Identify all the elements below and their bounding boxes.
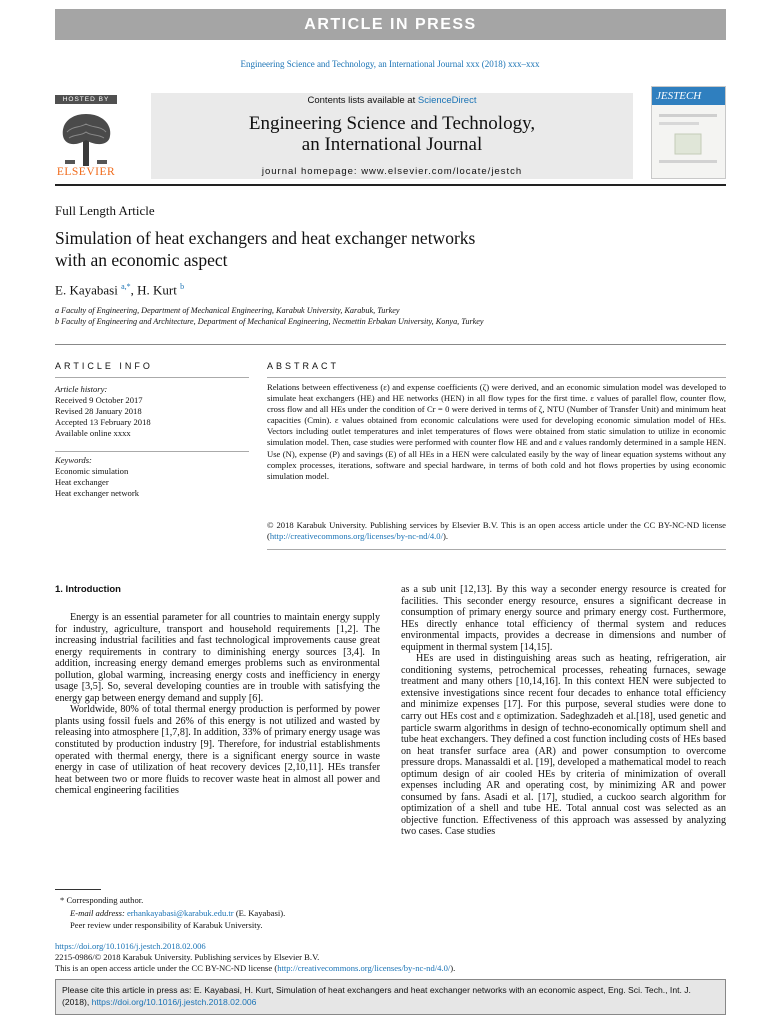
author1-affiliation-marker[interactable]: a,* [121, 282, 131, 291]
journal-homepage[interactable]: journal homepage: www.elsevier.com/locate/jestch [261, 166, 523, 177]
history-label: Article history: [55, 384, 108, 394]
article-title [55, 227, 575, 271]
oa-prefix: This is an open access article under the CC BY-NC-ND license ( [55, 963, 278, 973]
hosted-by-label: HOSTED BY [55, 95, 117, 104]
affiliation-b: b Faculty of Engineering and Architecture, Department of Mechanical Engineering, Necmettin Erbakan University, Konya, Turkey [55, 317, 484, 326]
history-accepted: Accepted 13 February 2018 [55, 417, 151, 427]
author-separator-kurt[interactable]: , H. Kurt [130, 282, 177, 298]
article-type: Full Length Article [55, 203, 155, 218]
journal-title-line2: an International Journal [301, 134, 483, 155]
article-info-heading: ARTICLE INFO [55, 361, 153, 371]
peer-review-note: Peer review under responsibility of Karabuk University. [70, 920, 263, 930]
email-link[interactable]: erhankayabasi@karabuk.edu.tr [126, 907, 234, 918]
masthead-rule [55, 184, 726, 186]
body-column-right [401, 584, 726, 838]
journal-title [151, 113, 633, 155]
article-title-line2: with an economic aspect [55, 250, 228, 270]
journal-title-line1: Engineering Science and Technology, [248, 113, 536, 134]
license-link[interactable]: http://creativecommons.org/licenses/by-nc-nd/4.0/ [269, 531, 443, 542]
abstract-text: Relations between effectiveness (ε) and expense coefficients (ζ) were derived, and an economic simulation model was developed to simulate heat exchangers (HE) and HE networks (HEN) in all flow types for the first time. ε values of parallel flow, counter flow, cross flow and all HEs under the condition of Cr = 0 were derived in terms of ζ, NTU (Number of Transfer Unit) and minimum heat capacities (Cmin). ε values obtained from economic calculations were used for developing economic simulation model of HEs. Vectors including outlet temperatures and inlet temperatures of flows were obtained from static simulation to utilize in economic simulation model. Then, case studies were performed with counter flow HE and and ε values randomly determined in a sample HEN. Use (N), expense (P) and savings (E) of all HEs in a HEN were calculated easily by the way of linear equation systems without any complex processes, iterations, software and special hardware, in terms of both cold and hot flows properties by using economic simulation model. [267, 382, 726, 481]
doi-block [55, 941, 455, 974]
contents-prefix: Contents lists available at [307, 95, 418, 106]
paragraph: HEs are used in distinguishing areas such as heating, refrigeration, air conditioning systems, petrochemical processes, reheating furnaces, sewage treatment and many others [10,14,16]. In this context HEN were subjected to extensive investigations since recent four decades to enhance total efficiency and minimize expenses [17]. For this purpose, several studies were done to carry out HEs cost and ε optimization. Sadeghzadeh et al.[18], used genetic and particle swarm algorithms in design of techno-economically optimum shell and tube heat exchangers. They defined a cost function including costs of HEs based on heat transfer surface area (AR) and power consumption to overcome pressure drops. Manassaldi et al. [19], developed a mathematical model to reach optimum design of air cooled HEs by criteria of minimization of overall expenses including AR and operating cost, by minimizing AR and power consumed by fans. Asadi et al. [17], studied, a cuckoo search algorithm for optimization of a shell and tube HE. Total annual cost was selected as an objective function. Effectiveness of this approach was assessed by analyzing two cases. Case studies [401, 653, 726, 838]
email-suffix: (E. Kayabasi). [233, 907, 286, 918]
keywords-rule [55, 451, 249, 452]
paragraph: Worldwide, 80% of total thermal energy production is performed by power plants using fossil fuels and 26% of this energy is not utilized and wasted by releasing into atmosphere [1,7,8]. In addition, 33% of primary energy usage was constituted by production industry [9]. Therefore, for industrial establishments operated with thermal energy, there is a significant energy source in waste energy in case of utilization of heat recovery devices [2,10,11]. HEs transfer heat between two or more fluids to recover waste heat in almost all power and chemical engineering facilities [55, 704, 380, 797]
email-note [60, 907, 285, 920]
affiliation-a: a Faculty of Engineering, Department of Mechanical Engineering, Karabuk University, Karabuk, Turkey [55, 306, 400, 315]
sciencedirect-link[interactable]: ScienceDirect [417, 95, 477, 106]
keywords-label: Keywords: [55, 455, 92, 465]
citation-text: Please cite this article in press as: E. Kayabasi, H. Kurt, Simulation of heat exchangers and heat exchanger networks with an economic aspect, Eng. Sci. Tech., Int. J. (2018), [62, 985, 691, 1007]
article-history [55, 384, 249, 439]
journal-reference-link[interactable]: Engineering Science and Technology, an International Journal xxx (2018) xxx–xxx [240, 59, 540, 69]
email-label: E-mail address: [70, 907, 127, 918]
paragraph: Energy is an essential parameter for all countries to maintain energy supply for industry, agriculture, transport and household requirements [1,2]. The increasing industrial facilities and fast technological improvements cause great energy requirements in contrary to diminishing energy sources [3,4]. In addition, increasing energy demand emerges problems such as environmental pollution, global warming, increasing energy costs and inefficiency in energy usage [3,5]. So, several developing counties are in trouble with satisfying the energy gap between energy demand and supply [6]. [55, 612, 380, 704]
history-received: Received 9 October 2017 [55, 395, 143, 405]
body-column-left [55, 612, 380, 797]
history-online: Available online xxxx [55, 428, 131, 438]
article-info-rule [55, 377, 249, 378]
article-title-line1: Simulation of heat exchangers and heat exchanger networks [55, 228, 476, 248]
history-revised: Revised 28 January 2018 [55, 406, 142, 416]
oa-end: ). [450, 963, 456, 973]
issn-line: 2215-0986/© 2018 Karabuk University. Publishing services by Elsevier B.V. [55, 952, 320, 962]
doi-link[interactable]: https://doi.org/10.1016/j.jestch.2018.02.006 [55, 941, 206, 951]
copyright-text: © 2018 Karabuk University. Publishing services by Elsevier B.V. This is an open access article under the CC BY-NC-ND license ( [267, 520, 726, 542]
citation-doi-link[interactable]: https://doi.org/10.1016/j.jestch.2018.02.006 [91, 997, 257, 1007]
keyword-item: Heat exchanger [55, 477, 109, 487]
oa-license-link[interactable]: http://creativecommons.org/licenses/by-nc-nd/4.0/ [277, 963, 451, 973]
author-kayabasi[interactable]: E. Kayabasi [55, 282, 118, 298]
copyright-end: ). [442, 531, 448, 542]
abstract-heading: ABSTRACT [267, 361, 340, 371]
footnote-rule [55, 889, 101, 890]
author-list [55, 282, 184, 298]
article-in-press-banner: ARTICLE IN PRESS [55, 9, 726, 40]
citation-box [55, 979, 726, 1015]
paragraph: as a sub unit [12,13]. By this way a seconder energy resource is created for facilities. This seconder energy resource, ensures a significant decrease in consumption of primary energy source and primary energy cost. Furthermore, HEs directly enhance total efficiency of thermal system and reduces environmental impacts, provides a decrease in dimensions and number of equipment in thermal system [14,15]. [401, 584, 726, 653]
corresponding-author-note: * Corresponding author. [60, 895, 144, 905]
contents-available-line [151, 95, 633, 106]
abstract-copyright [267, 520, 726, 542]
keyword-item: Heat exchanger network [55, 488, 139, 498]
keywords [55, 455, 249, 499]
keyword-item: Economic simulation [55, 466, 129, 476]
introduction-heading: 1. Introduction [55, 584, 121, 595]
open-access-line [55, 963, 455, 974]
section-rule [55, 344, 726, 345]
journal-cover-label: JESTECH [652, 87, 725, 105]
author2-affiliation-marker[interactable]: b [180, 282, 185, 291]
footnotes [60, 894, 285, 932]
cover-decoration-icon [657, 110, 719, 170]
abstract-bottom-rule [267, 549, 726, 550]
elsevier-wordmark: ELSEVIER [56, 166, 116, 178]
elsevier-tree-logo [55, 106, 117, 168]
abstract-rule [267, 377, 726, 378]
